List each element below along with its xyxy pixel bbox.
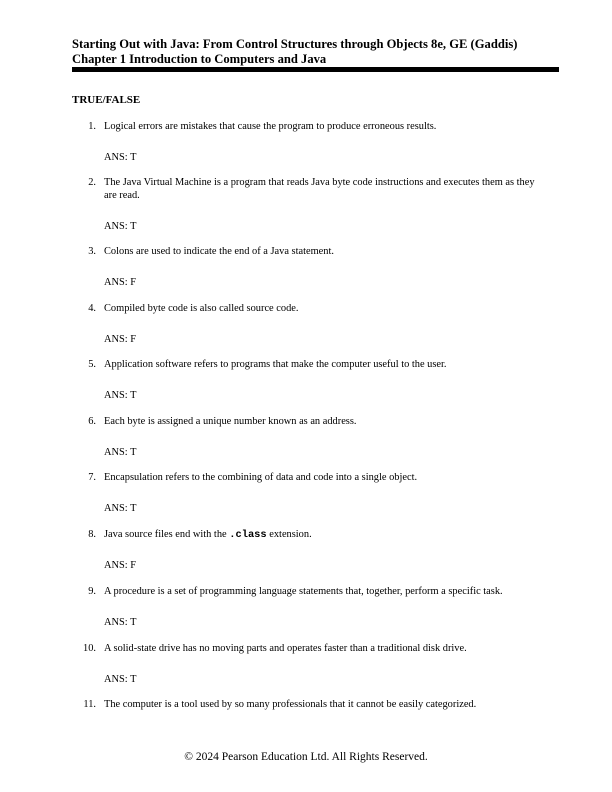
question-text-before: Java source files end with the — [104, 529, 230, 540]
question-number: 4. — [88, 303, 96, 314]
question-number: 1. — [88, 121, 96, 132]
question-text-after: extension. — [266, 529, 312, 540]
question-text — [104, 528, 544, 542]
question-text: A solid-state drive has no moving parts and operates faster than a traditional disk drive. — [104, 643, 467, 654]
question-number: 10. — [83, 643, 96, 654]
chapter-title: Chapter 1 Introduction to Computers and Java — [72, 51, 327, 66]
code-extension: .class — [229, 529, 267, 541]
question-number: 6. — [88, 416, 96, 427]
answer-8: ANS: F — [104, 560, 137, 571]
copyright-footer: © 2024 Pearson Education Ltd. All Rights Reserved. — [184, 751, 428, 763]
book-title: Starting Out with Java: From Control Structures through Objects 8e, GE (Gaddis) — [72, 37, 518, 51]
question-text: Colons are used to indicate the end of a Java statement. — [104, 246, 334, 257]
question-text: The computer is a tool used by so many professionals that it cannot be easily categorized. — [104, 699, 477, 710]
question-text: Application software refers to programs that make the computer useful to the user. — [104, 359, 447, 370]
header-rule — [72, 67, 559, 72]
question-number: 2. — [88, 177, 96, 188]
section-heading: TRUE/FALSE — [72, 94, 141, 106]
question-text: Encapsulation refers to the combining of data and code into a single object. — [104, 472, 418, 483]
question-number: 9. — [88, 586, 96, 597]
answer-10: ANS: T — [104, 674, 137, 685]
question-number: 11. — [83, 699, 96, 710]
question-number: 8. — [88, 529, 96, 540]
question-text: A procedure is a set of programming language statements that, together, perform a specific task. — [104, 586, 503, 597]
answer-1: ANS: T — [104, 152, 137, 163]
document-header — [72, 37, 542, 66]
answer-7: ANS: T — [104, 503, 137, 514]
answer-6: ANS: T — [104, 447, 137, 458]
question-text: Logical errors are mistakes that cause the program to produce erroneous results. — [104, 121, 437, 132]
question-number: 3. — [88, 246, 96, 257]
question-text: The Java Virtual Machine is a program that reads Java byte code instructions and executes them as they are read. — [104, 177, 535, 201]
question-number: 7. — [88, 472, 96, 483]
answer-2: ANS: T — [104, 221, 137, 232]
answer-4: ANS: F — [104, 334, 137, 345]
answer-3: ANS: F — [104, 277, 137, 288]
answer-9: ANS: T — [104, 617, 137, 628]
question-text: Compiled byte code is also called source code. — [104, 303, 299, 314]
question-text: Each byte is assigned a unique number known as an address. — [104, 416, 357, 427]
answer-5: ANS: T — [104, 390, 137, 401]
question-number: 5. — [88, 359, 96, 370]
